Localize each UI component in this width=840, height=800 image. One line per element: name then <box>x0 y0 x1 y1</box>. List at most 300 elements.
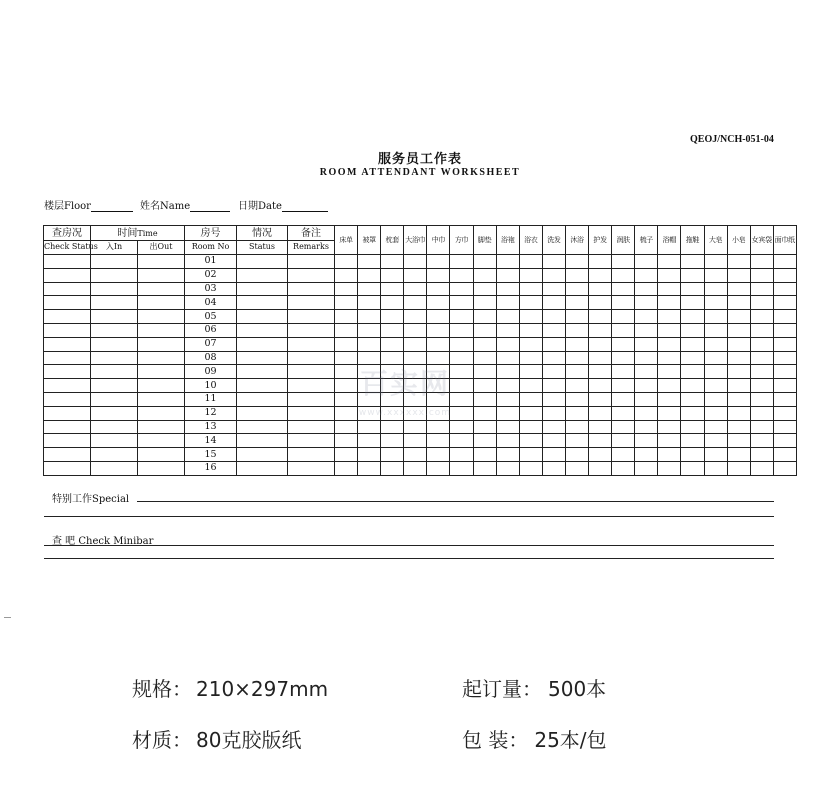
supply-count-cell[interactable] <box>635 434 658 448</box>
supply-count-cell[interactable] <box>727 365 750 379</box>
supply-count-cell[interactable] <box>542 255 565 269</box>
supply-count-cell[interactable] <box>704 268 727 282</box>
time-in-cell[interactable] <box>91 268 138 282</box>
supply-count-cell[interactable] <box>519 406 542 420</box>
supply-count-cell[interactable] <box>404 420 427 434</box>
supply-count-cell[interactable] <box>635 282 658 296</box>
name-blank[interactable] <box>190 200 230 212</box>
supply-count-cell[interactable] <box>519 310 542 324</box>
remarks-cell[interactable] <box>288 282 335 296</box>
check-status-cell[interactable] <box>44 406 91 420</box>
supply-count-cell[interactable] <box>727 351 750 365</box>
supply-count-cell[interactable] <box>704 406 727 420</box>
supply-count-cell[interactable] <box>704 420 727 434</box>
supply-count-cell[interactable] <box>681 268 704 282</box>
supply-count-cell[interactable] <box>727 379 750 393</box>
supply-count-cell[interactable] <box>635 296 658 310</box>
supply-count-cell[interactable] <box>496 337 519 351</box>
supply-count-cell[interactable] <box>519 392 542 406</box>
supply-count-cell[interactable] <box>358 337 381 351</box>
supply-count-cell[interactable] <box>773 268 796 282</box>
supply-count-cell[interactable] <box>635 392 658 406</box>
time-in-cell[interactable] <box>91 392 138 406</box>
supply-count-cell[interactable] <box>658 255 681 269</box>
supply-count-cell[interactable] <box>750 420 773 434</box>
check-status-cell[interactable] <box>44 337 91 351</box>
remarks-cell[interactable] <box>288 434 335 448</box>
supply-count-cell[interactable] <box>519 268 542 282</box>
time-in-cell[interactable] <box>91 296 138 310</box>
supply-count-cell[interactable] <box>612 420 635 434</box>
supply-count-cell[interactable] <box>404 282 427 296</box>
supply-count-cell[interactable] <box>727 323 750 337</box>
supply-count-cell[interactable] <box>658 282 681 296</box>
supply-count-cell[interactable] <box>519 255 542 269</box>
supply-count-cell[interactable] <box>635 461 658 475</box>
supply-count-cell[interactable] <box>773 365 796 379</box>
supply-count-cell[interactable] <box>589 268 612 282</box>
supply-count-cell[interactable] <box>589 255 612 269</box>
supply-count-cell[interactable] <box>335 296 358 310</box>
supply-count-cell[interactable] <box>681 406 704 420</box>
supply-count-cell[interactable] <box>358 282 381 296</box>
supply-count-cell[interactable] <box>335 323 358 337</box>
supply-count-cell[interactable] <box>612 323 635 337</box>
supply-count-cell[interactable] <box>635 448 658 462</box>
supply-count-cell[interactable] <box>658 448 681 462</box>
supply-count-cell[interactable] <box>358 323 381 337</box>
check-status-cell[interactable] <box>44 434 91 448</box>
supply-count-cell[interactable] <box>542 461 565 475</box>
time-out-cell[interactable] <box>138 351 185 365</box>
supply-count-cell[interactable] <box>450 448 473 462</box>
supply-count-cell[interactable] <box>681 337 704 351</box>
supply-count-cell[interactable] <box>542 296 565 310</box>
supply-count-cell[interactable] <box>542 392 565 406</box>
time-in-cell[interactable] <box>91 434 138 448</box>
check-status-cell[interactable] <box>44 448 91 462</box>
supply-count-cell[interactable] <box>473 461 496 475</box>
supply-count-cell[interactable] <box>750 392 773 406</box>
supply-count-cell[interactable] <box>381 310 404 324</box>
supply-count-cell[interactable] <box>658 379 681 393</box>
supply-count-cell[interactable] <box>773 379 796 393</box>
time-out-cell[interactable] <box>138 282 185 296</box>
floor-blank[interactable] <box>91 200 133 212</box>
supply-count-cell[interactable] <box>542 351 565 365</box>
supply-count-cell[interactable] <box>565 255 588 269</box>
supply-count-cell[interactable] <box>542 365 565 379</box>
supply-count-cell[interactable] <box>542 420 565 434</box>
supply-count-cell[interactable] <box>450 461 473 475</box>
time-out-cell[interactable] <box>138 420 185 434</box>
supply-count-cell[interactable] <box>404 296 427 310</box>
supply-count-cell[interactable] <box>612 296 635 310</box>
supply-count-cell[interactable] <box>681 448 704 462</box>
supply-count-cell[interactable] <box>589 379 612 393</box>
supply-count-cell[interactable] <box>427 323 450 337</box>
supply-count-cell[interactable] <box>542 337 565 351</box>
supply-count-cell[interactable] <box>727 282 750 296</box>
supply-count-cell[interactable] <box>473 434 496 448</box>
supply-count-cell[interactable] <box>542 448 565 462</box>
supply-count-cell[interactable] <box>496 406 519 420</box>
supply-count-cell[interactable] <box>542 282 565 296</box>
supply-count-cell[interactable] <box>704 392 727 406</box>
supply-count-cell[interactable] <box>773 406 796 420</box>
time-out-cell[interactable] <box>138 406 185 420</box>
supply-count-cell[interactable] <box>750 268 773 282</box>
supply-count-cell[interactable] <box>450 420 473 434</box>
remarks-cell[interactable] <box>288 337 335 351</box>
supply-count-cell[interactable] <box>358 310 381 324</box>
supply-count-cell[interactable] <box>473 282 496 296</box>
check-status-cell[interactable] <box>44 296 91 310</box>
status-cell[interactable] <box>237 392 288 406</box>
supply-count-cell[interactable] <box>727 434 750 448</box>
supply-count-cell[interactable] <box>750 448 773 462</box>
supply-count-cell[interactable] <box>335 434 358 448</box>
supply-count-cell[interactable] <box>496 379 519 393</box>
time-in-cell[interactable] <box>91 448 138 462</box>
supply-count-cell[interactable] <box>473 337 496 351</box>
remarks-cell[interactable] <box>288 406 335 420</box>
supply-count-cell[interactable] <box>335 337 358 351</box>
supply-count-cell[interactable] <box>450 268 473 282</box>
supply-count-cell[interactable] <box>612 268 635 282</box>
remarks-cell[interactable] <box>288 365 335 379</box>
remarks-cell[interactable] <box>288 296 335 310</box>
supply-count-cell[interactable] <box>404 268 427 282</box>
supply-count-cell[interactable] <box>358 255 381 269</box>
supply-count-cell[interactable] <box>427 461 450 475</box>
check-status-cell[interactable] <box>44 420 91 434</box>
status-cell[interactable] <box>237 268 288 282</box>
supply-count-cell[interactable] <box>750 434 773 448</box>
supply-count-cell[interactable] <box>358 268 381 282</box>
supply-count-cell[interactable] <box>381 268 404 282</box>
supply-count-cell[interactable] <box>658 323 681 337</box>
supply-count-cell[interactable] <box>542 379 565 393</box>
status-cell[interactable] <box>237 337 288 351</box>
time-out-cell[interactable] <box>138 268 185 282</box>
supply-count-cell[interactable] <box>773 434 796 448</box>
status-cell[interactable] <box>237 310 288 324</box>
supply-count-cell[interactable] <box>335 448 358 462</box>
supply-count-cell[interactable] <box>565 420 588 434</box>
time-in-cell[interactable] <box>91 406 138 420</box>
supply-count-cell[interactable] <box>519 337 542 351</box>
supply-count-cell[interactable] <box>681 310 704 324</box>
check-status-cell[interactable] <box>44 392 91 406</box>
supply-count-cell[interactable] <box>404 448 427 462</box>
supply-count-cell[interactable] <box>727 461 750 475</box>
remarks-cell[interactable] <box>288 448 335 462</box>
supply-count-cell[interactable] <box>773 310 796 324</box>
supply-count-cell[interactable] <box>681 323 704 337</box>
supply-count-cell[interactable] <box>612 255 635 269</box>
check-status-cell[interactable] <box>44 379 91 393</box>
supply-count-cell[interactable] <box>496 351 519 365</box>
supply-count-cell[interactable] <box>565 323 588 337</box>
supply-count-cell[interactable] <box>473 448 496 462</box>
supply-count-cell[interactable] <box>727 310 750 324</box>
supply-count-cell[interactable] <box>381 434 404 448</box>
supply-count-cell[interactable] <box>773 296 796 310</box>
supply-count-cell[interactable] <box>542 323 565 337</box>
supply-count-cell[interactable] <box>612 282 635 296</box>
time-out-cell[interactable] <box>138 461 185 475</box>
supply-count-cell[interactable] <box>635 379 658 393</box>
status-cell[interactable] <box>237 434 288 448</box>
supply-count-cell[interactable] <box>681 351 704 365</box>
check-status-cell[interactable] <box>44 268 91 282</box>
supply-count-cell[interactable] <box>681 392 704 406</box>
supply-count-cell[interactable] <box>358 296 381 310</box>
supply-count-cell[interactable] <box>496 434 519 448</box>
time-out-cell[interactable] <box>138 434 185 448</box>
status-cell[interactable] <box>237 296 288 310</box>
supply-count-cell[interactable] <box>727 255 750 269</box>
supply-count-cell[interactable] <box>473 268 496 282</box>
supply-count-cell[interactable] <box>381 420 404 434</box>
supply-count-cell[interactable] <box>542 434 565 448</box>
supply-count-cell[interactable] <box>750 365 773 379</box>
supply-count-cell[interactable] <box>496 365 519 379</box>
supply-count-cell[interactable] <box>750 351 773 365</box>
status-cell[interactable] <box>237 351 288 365</box>
supply-count-cell[interactable] <box>404 310 427 324</box>
time-out-cell[interactable] <box>138 365 185 379</box>
supply-count-cell[interactable] <box>565 406 588 420</box>
supply-count-cell[interactable] <box>519 420 542 434</box>
time-in-cell[interactable] <box>91 420 138 434</box>
supply-count-cell[interactable] <box>612 351 635 365</box>
supply-count-cell[interactable] <box>589 392 612 406</box>
supply-count-cell[interactable] <box>612 337 635 351</box>
remarks-cell[interactable] <box>288 420 335 434</box>
supply-count-cell[interactable] <box>542 406 565 420</box>
supply-count-cell[interactable] <box>565 448 588 462</box>
remarks-cell[interactable] <box>288 323 335 337</box>
check-status-cell[interactable] <box>44 365 91 379</box>
supply-count-cell[interactable] <box>542 310 565 324</box>
supply-count-cell[interactable] <box>773 282 796 296</box>
supply-count-cell[interactable] <box>612 365 635 379</box>
supply-count-cell[interactable] <box>612 310 635 324</box>
check-status-cell[interactable] <box>44 282 91 296</box>
supply-count-cell[interactable] <box>589 351 612 365</box>
supply-count-cell[interactable] <box>658 351 681 365</box>
time-in-cell[interactable] <box>91 282 138 296</box>
supply-count-cell[interactable] <box>519 461 542 475</box>
status-cell[interactable] <box>237 448 288 462</box>
time-out-cell[interactable] <box>138 310 185 324</box>
status-cell[interactable] <box>237 282 288 296</box>
time-in-cell[interactable] <box>91 323 138 337</box>
check-status-cell[interactable] <box>44 323 91 337</box>
supply-count-cell[interactable] <box>750 379 773 393</box>
supply-count-cell[interactable] <box>381 255 404 269</box>
supply-count-cell[interactable] <box>658 420 681 434</box>
supply-count-cell[interactable] <box>335 255 358 269</box>
supply-count-cell[interactable] <box>658 406 681 420</box>
supply-count-cell[interactable] <box>565 268 588 282</box>
supply-count-cell[interactable] <box>496 255 519 269</box>
supply-count-cell[interactable] <box>381 282 404 296</box>
supply-count-cell[interactable] <box>658 434 681 448</box>
supply-count-cell[interactable] <box>727 392 750 406</box>
supply-count-cell[interactable] <box>450 282 473 296</box>
supply-count-cell[interactable] <box>565 296 588 310</box>
supply-count-cell[interactable] <box>565 365 588 379</box>
supply-count-cell[interactable] <box>704 323 727 337</box>
supply-count-cell[interactable] <box>635 337 658 351</box>
supply-count-cell[interactable] <box>750 461 773 475</box>
supply-count-cell[interactable] <box>750 323 773 337</box>
supply-count-cell[interactable] <box>335 461 358 475</box>
supply-count-cell[interactable] <box>427 448 450 462</box>
supply-count-cell[interactable] <box>681 282 704 296</box>
supply-count-cell[interactable] <box>589 310 612 324</box>
supply-count-cell[interactable] <box>381 323 404 337</box>
supply-count-cell[interactable] <box>681 461 704 475</box>
remarks-cell[interactable] <box>288 351 335 365</box>
supply-count-cell[interactable] <box>496 268 519 282</box>
time-out-cell[interactable] <box>138 379 185 393</box>
supply-count-cell[interactable] <box>565 310 588 324</box>
supply-count-cell[interactable] <box>612 448 635 462</box>
supply-count-cell[interactable] <box>565 351 588 365</box>
supply-count-cell[interactable] <box>589 282 612 296</box>
time-in-cell[interactable] <box>91 461 138 475</box>
supply-count-cell[interactable] <box>519 296 542 310</box>
supply-count-cell[interactable] <box>658 365 681 379</box>
supply-count-cell[interactable] <box>773 351 796 365</box>
supply-count-cell[interactable] <box>404 323 427 337</box>
supply-count-cell[interactable] <box>635 420 658 434</box>
supply-count-cell[interactable] <box>658 461 681 475</box>
supply-count-cell[interactable] <box>335 310 358 324</box>
supply-count-cell[interactable] <box>404 461 427 475</box>
supply-count-cell[interactable] <box>565 461 588 475</box>
time-in-cell[interactable] <box>91 379 138 393</box>
supply-count-cell[interactable] <box>519 351 542 365</box>
time-in-cell[interactable] <box>91 255 138 269</box>
supply-count-cell[interactable] <box>681 434 704 448</box>
supply-count-cell[interactable] <box>450 296 473 310</box>
check-status-cell[interactable] <box>44 461 91 475</box>
supply-count-cell[interactable] <box>450 255 473 269</box>
supply-count-cell[interactable] <box>750 406 773 420</box>
supply-count-cell[interactable] <box>773 323 796 337</box>
supply-count-cell[interactable] <box>612 461 635 475</box>
supply-count-cell[interactable] <box>727 448 750 462</box>
supply-count-cell[interactable] <box>450 310 473 324</box>
supply-count-cell[interactable] <box>727 268 750 282</box>
supply-count-cell[interactable] <box>358 448 381 462</box>
supply-count-cell[interactable] <box>658 392 681 406</box>
supply-count-cell[interactable] <box>635 406 658 420</box>
supply-count-cell[interactable] <box>612 406 635 420</box>
supply-count-cell[interactable] <box>773 255 796 269</box>
supply-count-cell[interactable] <box>381 296 404 310</box>
status-cell[interactable] <box>237 420 288 434</box>
supply-count-cell[interactable] <box>496 420 519 434</box>
supply-count-cell[interactable] <box>589 420 612 434</box>
time-out-cell[interactable] <box>138 323 185 337</box>
supply-count-cell[interactable] <box>381 448 404 462</box>
supply-count-cell[interactable] <box>635 255 658 269</box>
supply-count-cell[interactable] <box>704 282 727 296</box>
status-cell[interactable] <box>237 365 288 379</box>
supply-count-cell[interactable] <box>681 420 704 434</box>
supply-count-cell[interactable] <box>519 323 542 337</box>
supply-count-cell[interactable] <box>589 461 612 475</box>
supply-count-cell[interactable] <box>773 461 796 475</box>
supply-count-cell[interactable] <box>704 379 727 393</box>
remarks-cell[interactable] <box>288 379 335 393</box>
supply-count-cell[interactable] <box>496 392 519 406</box>
supply-count-cell[interactable] <box>358 461 381 475</box>
supply-count-cell[interactable] <box>381 337 404 351</box>
status-cell[interactable] <box>237 323 288 337</box>
time-in-cell[interactable] <box>91 310 138 324</box>
supply-count-cell[interactable] <box>589 365 612 379</box>
supply-count-cell[interactable] <box>496 461 519 475</box>
supply-count-cell[interactable] <box>589 337 612 351</box>
remarks-cell[interactable] <box>288 461 335 475</box>
supply-count-cell[interactable] <box>473 310 496 324</box>
supply-count-cell[interactable] <box>335 282 358 296</box>
time-out-cell[interactable] <box>138 255 185 269</box>
supply-count-cell[interactable] <box>496 323 519 337</box>
supply-count-cell[interactable] <box>750 282 773 296</box>
supply-count-cell[interactable] <box>612 379 635 393</box>
supply-count-cell[interactable] <box>704 310 727 324</box>
supply-count-cell[interactable] <box>404 434 427 448</box>
supply-count-cell[interactable] <box>381 461 404 475</box>
supply-count-cell[interactable] <box>565 379 588 393</box>
supply-count-cell[interactable] <box>704 296 727 310</box>
supply-count-cell[interactable] <box>658 296 681 310</box>
supply-count-cell[interactable] <box>496 310 519 324</box>
supply-count-cell[interactable] <box>635 323 658 337</box>
check-status-cell[interactable] <box>44 351 91 365</box>
supply-count-cell[interactable] <box>750 337 773 351</box>
supply-count-cell[interactable] <box>427 268 450 282</box>
time-in-cell[interactable] <box>91 337 138 351</box>
supply-count-cell[interactable] <box>519 365 542 379</box>
supply-count-cell[interactable] <box>519 434 542 448</box>
supply-count-cell[interactable] <box>427 296 450 310</box>
time-out-cell[interactable] <box>138 392 185 406</box>
supply-count-cell[interactable] <box>519 379 542 393</box>
supply-count-cell[interactable] <box>496 448 519 462</box>
status-cell[interactable] <box>237 406 288 420</box>
supply-count-cell[interactable] <box>404 255 427 269</box>
supply-count-cell[interactable] <box>773 392 796 406</box>
supply-count-cell[interactable] <box>519 448 542 462</box>
supply-count-cell[interactable] <box>589 296 612 310</box>
status-cell[interactable] <box>237 461 288 475</box>
supply-count-cell[interactable] <box>496 282 519 296</box>
supply-count-cell[interactable] <box>658 268 681 282</box>
supply-count-cell[interactable] <box>565 337 588 351</box>
supply-count-cell[interactable] <box>635 268 658 282</box>
supply-count-cell[interactable] <box>358 434 381 448</box>
status-cell[interactable] <box>237 255 288 269</box>
